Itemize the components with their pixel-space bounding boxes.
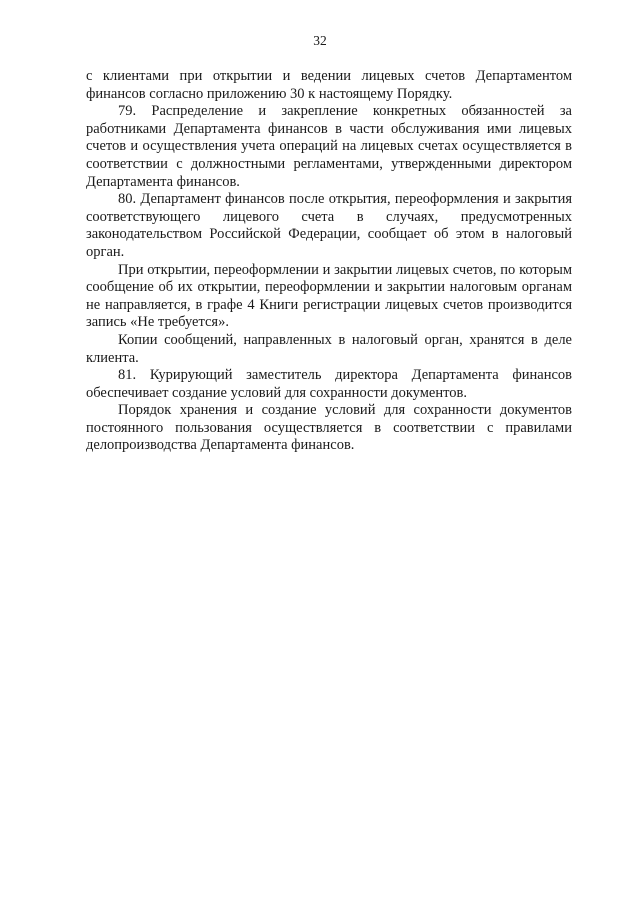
paragraph-storage-order: Порядок хранения и создание условий для сохранности документов постоянного пользования осуществляется в соответствии с правилами делопроизводства Департамента финансов. [86, 402, 572, 454]
paragraph-item-80: 80. Департамент финансов после открытия, переоформления и закрытия соответствующего лицевого счета в случаях, предусмотренных законодательством Российской Федерации, сообщает об этом в налоговый орган. [86, 191, 572, 260]
paragraph-item-81: 81. Курирующий заместитель директора Департамента финансов обеспечивает создание условий для сохранности документов. [86, 367, 572, 401]
paragraph-continuation: с клиентами при открытии и ведении лицевых счетов Департаментом финансов согласно приложению 30 к настоящему Порядку. [86, 68, 572, 102]
page-number: 32 [313, 33, 327, 48]
paragraph-item-79: 79. Распределение и закрепление конкретных обязанностей за работниками Департамента финансов в части обслуживания ими лицевых счетов и осуществления учета операций на лицевых счетах осуществляется в соответствии с должностными регламентами, утвержденными директором Департамента финансов. [86, 103, 572, 190]
paragraph-copies-storage: Копии сообщений, направленных в налоговый орган, хранятся в деле клиента. [86, 331, 572, 366]
document-body [86, 68, 572, 455]
paragraph-registration-note: При открытии, переоформлении и закрытии лицевых счетов, по которым сообщение об их открытии, переоформлении и закрытии налоговым органам не направляется, в графе 4 Книги регистрации лицевых счетов производится запись «Не требуется». [86, 261, 572, 331]
